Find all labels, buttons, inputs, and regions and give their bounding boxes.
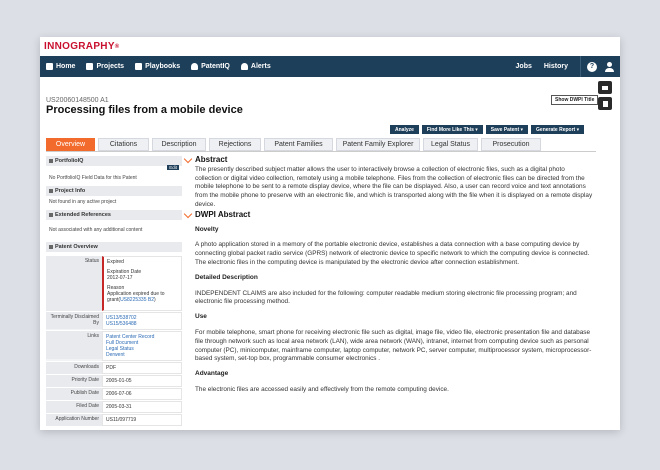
publish-date: 2006-07-06 [102, 388, 182, 400]
tab-patent-family-explorer[interactable]: Patent Family Explorer [336, 138, 420, 151]
disclaimed-link[interactable]: US13/538702 [106, 315, 137, 321]
chat-icon[interactable] [598, 81, 612, 94]
tab-bar [46, 138, 541, 151]
chevron-down-icon: ▾ [520, 126, 524, 133]
nav-label: Projects [96, 63, 125, 70]
analyze-button[interactable]: Analyze [390, 125, 419, 134]
table-row [46, 387, 182, 400]
links-cell [102, 331, 182, 361]
portfolioiq-header[interactable] [46, 156, 182, 166]
expiration-label: Expiration Date [107, 269, 142, 275]
use-title: Use [195, 313, 207, 321]
help-icon[interactable]: ? [587, 62, 597, 72]
extended-refs-header[interactable] [46, 210, 182, 220]
advantage-title: Advantage [195, 370, 229, 378]
nav-divider [580, 56, 581, 77]
section-title: Patent Overview [55, 244, 98, 250]
nav-jobs[interactable] [516, 63, 532, 70]
left-panel [46, 156, 182, 430]
home-icon [46, 63, 53, 70]
top-nav [40, 56, 620, 77]
reason-label: Reason [107, 285, 125, 291]
row-label: Priority Date [46, 375, 102, 387]
tab-overview[interactable]: Overview [46, 138, 95, 151]
nav-patentiq[interactable] [191, 63, 230, 70]
brand-name: INNOGRAPHY [44, 41, 115, 52]
chevron-down-icon: ▾ [475, 126, 478, 133]
table-row [46, 330, 182, 361]
filed-date: 2005-03-31 [102, 401, 182, 413]
pdf-download-link[interactable]: PDF [102, 362, 182, 374]
table-row [46, 361, 182, 374]
row-label: Links [46, 331, 102, 359]
portfolioiq-body [46, 166, 182, 184]
nav-home[interactable] [46, 63, 75, 70]
chevron-down-icon [184, 155, 192, 163]
use-text: For mobile telephone, smart phone for receiving electronic file such as digital, image file, video file, electronic presentation file and database file through network such as local area network (LAN), wide area network (WAN), intranet, internet from computing device such as personal computer (PC), minicomputer, mainframe computer, laptop computer, network PC, server computer, multiprocessor system, microprocessor-based system, set-top box, programmable consumer electronics . [195, 328, 592, 363]
btn-label: Find More Like This [426, 126, 474, 133]
user-icon[interactable] [605, 62, 614, 72]
reason-text: Application expired due to grant(US8225335 B2) [107, 291, 165, 303]
disclaimed-cell [102, 312, 182, 330]
chevron-down-icon [184, 209, 192, 217]
action-bar [390, 125, 584, 134]
project-info-header[interactable] [46, 186, 182, 196]
table-row [46, 400, 182, 413]
patent-center-link[interactable]: Patent Center Record [106, 334, 155, 340]
notes-icon[interactable] [598, 97, 612, 110]
page-title: Processing files from a mobile device [46, 104, 243, 116]
expiration-date: 2012-07-17 [107, 275, 133, 281]
row-label: Publish Date [46, 388, 102, 400]
generate-report-button[interactable] [531, 125, 584, 134]
novelty-text: A photo application stored in a memory of the portable electronic device, establishes a data connection with a base computing device by connecting global packet radio service (GPRS) network of electronic device to specific network to which the computing device is connected. The electronic files in the computing device is manipulated by the electronic device after connection establishment. [195, 241, 590, 266]
nav-history[interactable] [544, 63, 568, 70]
btn-label: Generate Report [536, 126, 576, 133]
table-row [46, 311, 182, 330]
side-toolbar [598, 81, 620, 113]
project-info-text: Not found in any active project [49, 199, 117, 205]
abstract-header[interactable] [185, 156, 593, 165]
nav-label: PatentIQ [201, 63, 230, 70]
collapse-icon [49, 245, 53, 249]
tab-patent-families[interactable]: Patent Families [264, 138, 333, 151]
tab-underline [46, 151, 596, 152]
dwpi-abstract-header[interactable] [185, 211, 593, 220]
nav-label: Home [56, 63, 76, 70]
legal-status-link[interactable]: Legal Status [106, 346, 134, 352]
advantage-text: The electronic files are accessed easily and effectively from the remote computing device. [195, 385, 449, 393]
find-more-button[interactable] [422, 125, 483, 134]
row-label: Filed Date [46, 401, 102, 413]
patent-number: US20060148500 A1 [46, 97, 109, 104]
disclaimed-link[interactable]: US15/536488 [106, 321, 137, 327]
tab-prosecution[interactable]: Prosecution [481, 138, 541, 151]
tab-description[interactable]: Description [152, 138, 206, 151]
table-row [46, 413, 182, 426]
brand-logo[interactable] [40, 37, 620, 56]
status-badge: Expired [107, 259, 124, 265]
collapse-icon [49, 189, 53, 193]
priority-date: 2005-01-05 [102, 375, 182, 387]
nav-label: Alerts [250, 63, 271, 70]
tab-citations[interactable]: Citations [98, 138, 149, 151]
patent-overview-table [46, 255, 182, 426]
projects-icon [86, 63, 93, 70]
table-row [46, 255, 182, 311]
nav-label: Playbooks [145, 63, 181, 70]
detailed-description-title: Detailed Description [195, 273, 258, 281]
lightbulb-icon [191, 63, 198, 70]
status-cell [102, 256, 182, 311]
section-title: Project Info [55, 188, 86, 194]
nav-label: Jobs [515, 63, 532, 70]
full-document-link[interactable]: Full Document [106, 340, 139, 346]
save-patent-button[interactable] [486, 125, 528, 134]
row-label: Application Number [46, 414, 102, 426]
main-content [185, 156, 593, 430]
tab-legal-status[interactable]: Legal Status [423, 138, 478, 151]
section-title: Abstract [195, 155, 228, 164]
brand-mark: ® [114, 43, 120, 50]
portfolioiq-text: No PortfolioIQ Field Data for this Patent [49, 175, 137, 181]
bell-icon [241, 63, 248, 70]
novelty-title: Novelty [195, 225, 219, 233]
tab-rejections[interactable]: Rejections [209, 138, 261, 151]
row-label: Status [46, 256, 102, 311]
section-title: DWPI Abstract [195, 209, 251, 219]
row-label: Downloads [46, 362, 102, 374]
playbooks-icon [135, 63, 142, 70]
detailed-description-text: INDEPENDENT CLAIMS are also included for the following: computer readable medium storing electronic file processing program; and electronic file processing method. [195, 289, 577, 306]
abstract-text: The presently described subject matter allows the user to interactively browse a collection of electronic files, such as a digital photo collection or digital video collection, remotely using a mobile telephone. Files from the collection of electronic files can be directed from the mobile telephone to be sent to a remote display device, where the file can be displayed. Also, a user can record voice and text annotations from the mobile phone to preserve with an electronic file, and which is transported along with the file when it is displayed on a remote display device. [195, 165, 593, 208]
derwent-link[interactable]: Derwent [106, 352, 125, 358]
patent-overview-header[interactable] [46, 242, 182, 252]
collapse-icon [49, 213, 53, 217]
chevron-down-icon: ▾ [576, 126, 580, 133]
table-row [46, 374, 182, 387]
show-dwpi-title-button[interactable]: Show DWPI Title [551, 95, 598, 105]
btn-label: Save Patent [490, 126, 520, 133]
edit-button[interactable]: Edit [169, 165, 177, 170]
section-title: Extended References [55, 212, 111, 218]
application-number-link[interactable]: US11/097719 [102, 414, 182, 426]
nav-alerts[interactable] [241, 63, 271, 70]
row-label: Terminally Disclaimed By [46, 312, 102, 329]
grant-link[interactable]: US8225335 B2 [120, 297, 154, 303]
nav-playbooks[interactable] [135, 63, 180, 70]
nav-projects[interactable] [86, 63, 124, 70]
nav-label: History [543, 63, 568, 70]
collapse-icon [49, 159, 53, 163]
app-window [40, 37, 620, 430]
section-title: PortfolioIQ [55, 158, 84, 164]
extended-refs-text: Not associated with any additional content [49, 227, 143, 233]
